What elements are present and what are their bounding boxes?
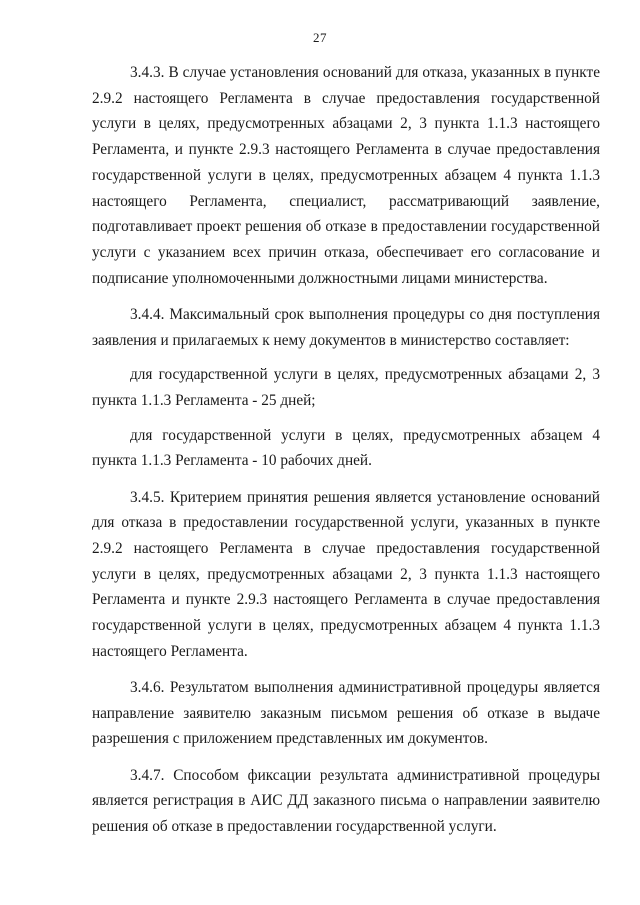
paragraph-3-4-4-item-1: для государственной услуги в целях, предусмотренных абзацами 2, 3 пункта 1.1.3 Регламента - 25 дней; — [92, 366, 600, 409]
paragraph-3-4-4-item-2: для государственной услуги в целях, предусмотренных абзацем 4 пункта 1.1.3 Регламента - 10 рабочих дней. — [92, 426, 600, 470]
page-number: 27 — [313, 30, 327, 45]
paragraph-3-4-5: 3.4.5. Критерием принятия решения является установление оснований для отказа в предоставлении государственной услуги, указанных в пункте 2.9.2 настоящего Регламента в случае предоставления государственной услуги в целях, предусмотренных абзацами 2, 3 пункта 1.1.3 настоящего Регламента и пункте 2.9.3 настоящего Регламента в случае предоставления государственной услуги в целях, предусмотренных абзацем 4 пункта 1.1.3 настоящего Регламента. — [92, 488, 600, 660]
paragraph-3-4-6: 3.4.6. Результатом выполнения административной процедуры является направление заявителю заказным письмом решения об отказе в выдаче разрешения с приложением представленных им документов. — [92, 678, 600, 748]
paragraph-3-4-4: 3.4.4. Максимальный срок выполнения процедуры со дня поступления заявления и прилагаемых к нему документов в министерство составляет: — [92, 305, 600, 349]
paragraph-3-4-7: 3.4.7. Способом фиксации результата административной процедуры является регистрация в АИС ДД заказного письма о направлении заявителю решения об отказе в предоставлении государственной услуги. — [92, 766, 600, 835]
paragraph-3-4-3: 3.4.3. В случае установления оснований для отказа, указанных в пункте 2.9.2 настоящего Регламента в случае предоставления государственной услуги в целях, предусмотренных абзацами 2, 3 пункта 1.1.3 настоящего Регламента, и пункте 2.9.3 настоящего Регламента в случае предоставления государственной услуги в целях, предусмотренных абзацем 4 пункта 1.1.3 настоящего Регламента, специалист, рассматривающий заявление, подготавливает проект решения об отказе в предоставлении государственной услуги с указанием всех причин отказа, обеспечивает его согласование и подписание уполномоченными должностными лицами министерства. — [92, 64, 600, 287]
document-body — [92, 60, 600, 850]
